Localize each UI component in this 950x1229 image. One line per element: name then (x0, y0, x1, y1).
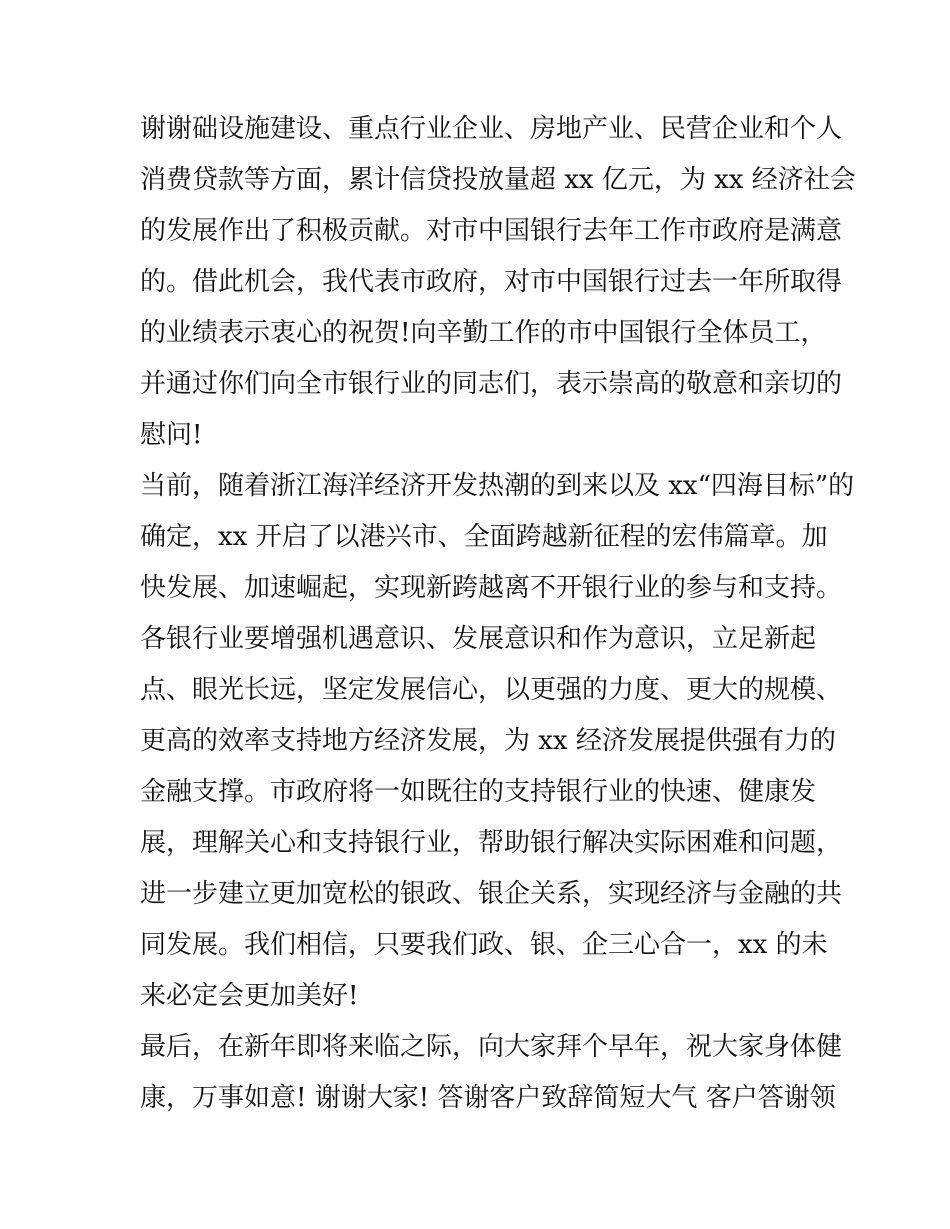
text-line: 各银行业要增强机遇意识、发展意识和作为意识，立足新起 (140, 624, 817, 654)
text-line: 的发展作出了积极贡献。对市中国银行去年工作市政府是满意 (140, 216, 843, 246)
text-line: 的业绩表示衷心的祝贺!向辛勤工作的市中国银行全体员工， (140, 318, 827, 348)
text-line: 更高的效率支持地方经济发展，为 xx 经济发展提供强有力的 (140, 726, 836, 756)
text-line: 进一步建立更加宽松的银政、银企关系，实现经济与金融的共 (140, 879, 843, 909)
text-line: 展，理解关心和支持银行业，帮助银行解决实际困难和问题， (140, 828, 843, 858)
text-line: 确定，xx 开启了以港兴市、全面跨越新征程的宏伟篇章。加 (140, 522, 828, 552)
text-line: 金融支撑。市政府将一如既往的支持银行业的快速、健康发 (140, 777, 817, 807)
text-line: 最后，在新年即将来临之际，向大家拜个早年，祝大家身体健 (140, 1032, 843, 1062)
text-line: 并通过你们向全市银行业的同志们，表示崇高的敬意和亲切的 (140, 369, 843, 399)
text-line: 康，万事如意! 谢谢大家! 答谢客户致辞简短大气 客户答谢领 (140, 1083, 836, 1113)
text-line: 当前，随着浙江海洋经济开发热潮的到来以及 xx“四海目标”的 (140, 471, 855, 501)
text-line: 谢谢础设施建设、重点行业企业、房地产业、民营企业和个人 (140, 114, 843, 144)
text-line: 来必定会更加美好! (140, 981, 359, 1011)
text-line: 快发展、加速崛起，实现新跨越离不开银行业的参与和支持。 (140, 573, 843, 603)
text-line: 消费贷款等方面，累计信贷投放量超 xx 亿元，为 xx 经济社会 (140, 165, 856, 195)
text-line: 点、眼光长远，坚定发展信心，以更强的力度、更大的规模、 (140, 675, 843, 705)
text-line: 慰问! (140, 420, 203, 450)
text-line: 的。借此机会，我代表市政府，对市中国银行过去一年所取得 (140, 267, 843, 297)
text-line: 同发展。我们相信，只要我们政、银、企三心合一，xx 的未 (140, 930, 828, 960)
